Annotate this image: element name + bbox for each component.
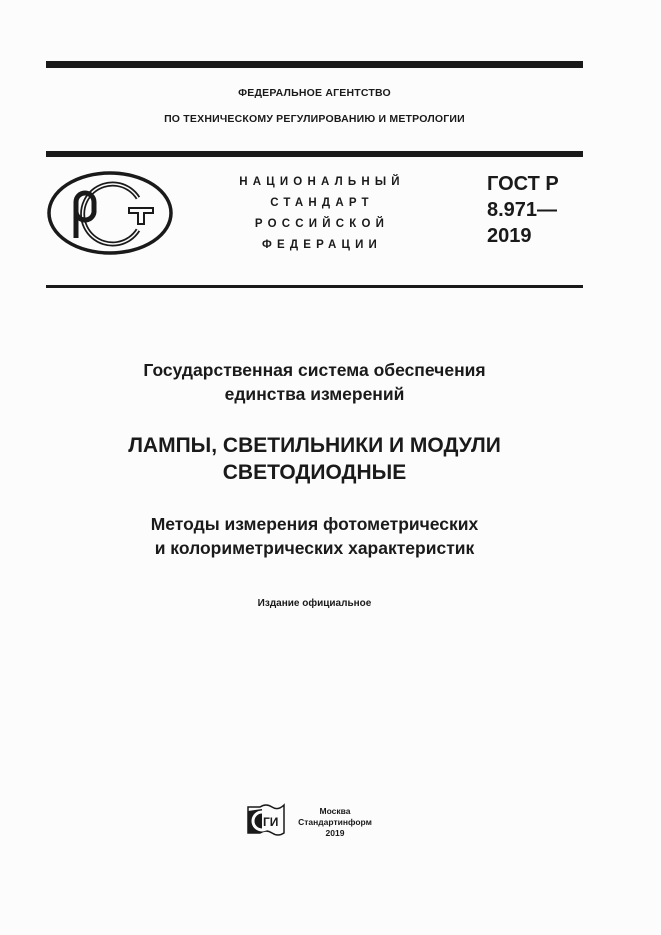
document-title: [0, 432, 629, 486]
standard-type: [232, 172, 412, 256]
series-title: [0, 358, 629, 406]
document-subtitle-line2: и колориметрических характеристик: [154, 538, 475, 558]
header-rule: [46, 151, 583, 157]
designation-line1: ГОСТ Р: [487, 173, 559, 195]
designation-line2: 8.971—: [487, 199, 558, 221]
standartinform-logo-icon: [246, 803, 286, 837]
publisher-city: Москва: [319, 806, 351, 816]
publisher-block: [295, 806, 375, 839]
document-subtitle: [0, 512, 629, 560]
header-bottom-rule: [46, 285, 583, 288]
standard-type-line: РОССИЙСКОЙ: [254, 218, 390, 230]
document-title-line2: СВЕТОДИОДНЫЕ: [222, 461, 407, 484]
rst-gost-emblem-icon: [46, 170, 174, 256]
agency-name-line1: ФЕДЕРАЛЬНОЕ АГЕНТСТВО: [238, 87, 391, 99]
publisher-name: Стандартинформ: [298, 817, 372, 827]
standard-designation: [487, 171, 559, 249]
standard-type-line: ФЕДЕРАЦИИ: [261, 239, 383, 251]
standard-type-line: НАЦИОНАЛЬНЫЙ: [239, 176, 405, 188]
document-subtitle-line1: Методы измерения фотометрических: [150, 514, 479, 534]
top-rule: [46, 61, 583, 68]
designation-line3: 2019: [487, 225, 532, 247]
series-title-line1: Государственная система обеспечения: [143, 360, 486, 380]
publisher-year: 2019: [325, 828, 345, 838]
edition-note: Издание официальное: [257, 598, 372, 609]
standard-type-line: СТАНДАРТ: [270, 197, 374, 209]
svg-text:ГИ: ГИ: [263, 815, 279, 829]
series-title-line2: единства измерений: [224, 384, 405, 404]
document-title-line1: ЛАМПЫ, СВЕТИЛЬНИКИ И МОДУЛИ: [128, 434, 501, 457]
agency-name-line2: ПО ТЕХНИЧЕСКОМУ РЕГУЛИРОВАНИЮ И МЕТРОЛОГИИ: [164, 113, 465, 125]
